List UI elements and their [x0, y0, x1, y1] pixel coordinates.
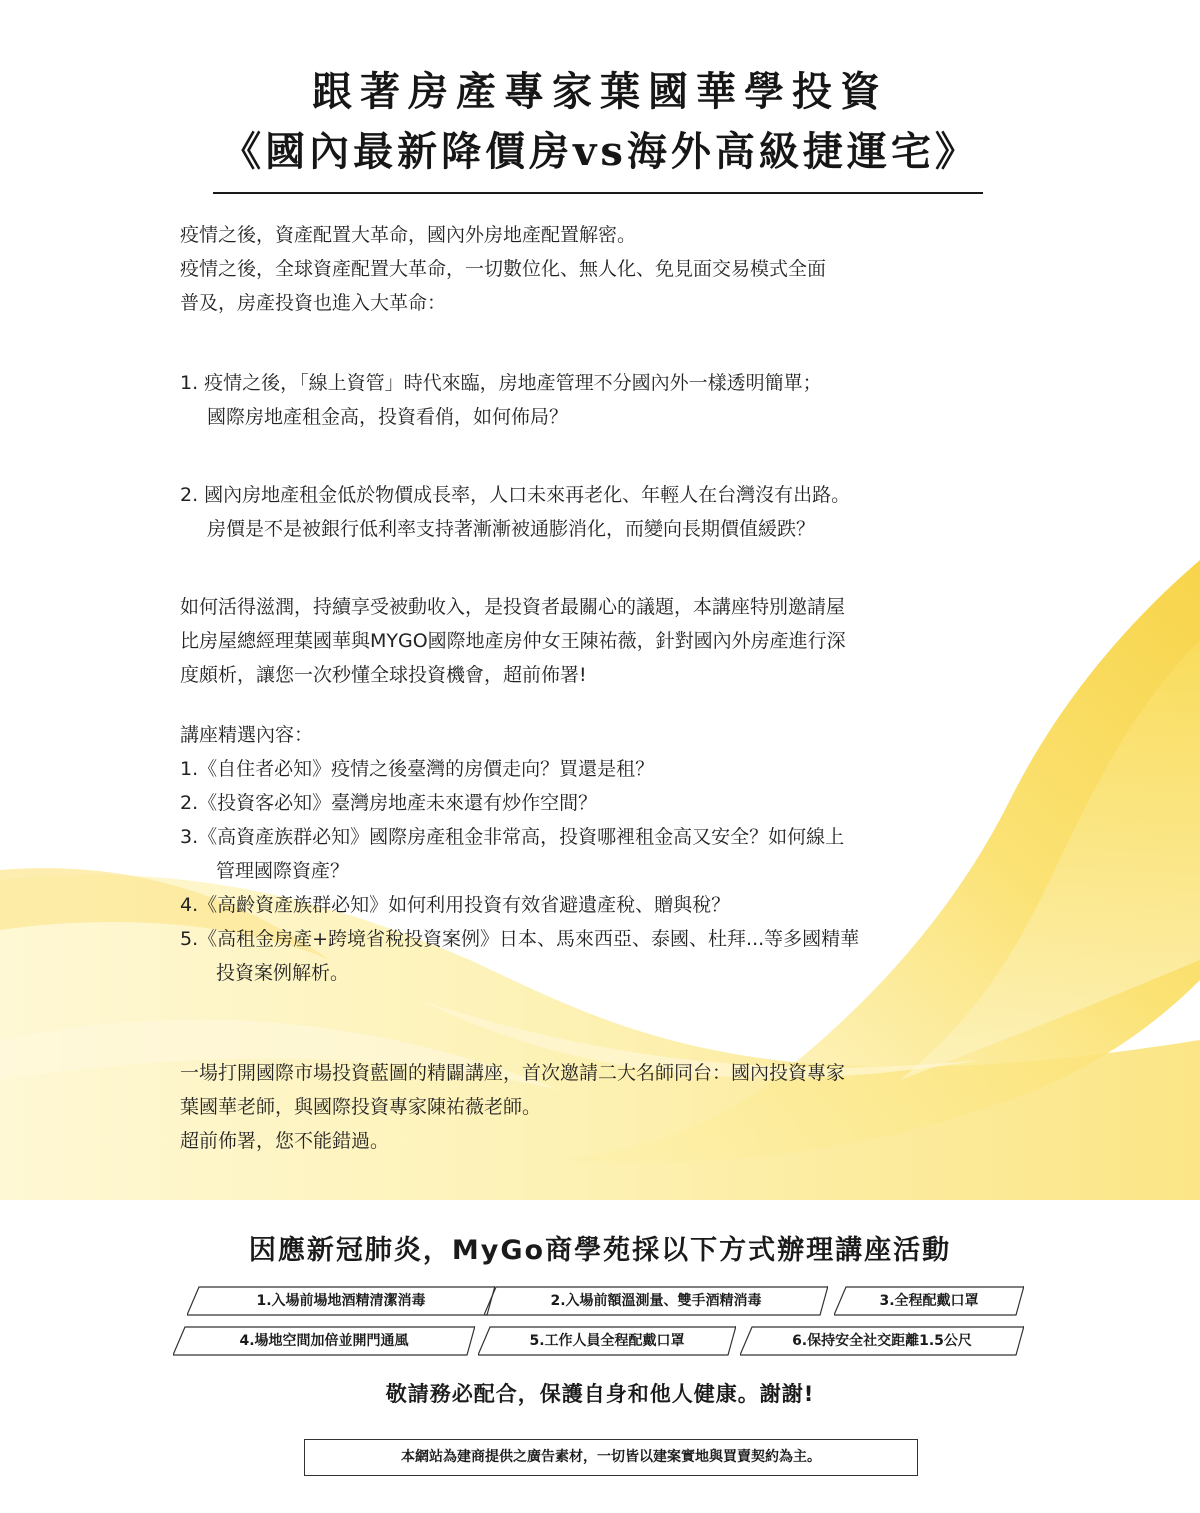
measure-tag — [484, 1286, 828, 1316]
point-line: 1. 疫情之後，「線上資管」時代來臨，房地產管理不分國內外一樣透明簡單； — [180, 372, 822, 394]
measure-tag — [478, 1326, 736, 1356]
page-title: 跟著房產專家葉國華學投資 — [312, 68, 888, 115]
point-2 — [180, 478, 1080, 546]
invite-paragraph — [180, 590, 1080, 692]
title-divider — [213, 192, 983, 194]
point-line: 房價是不是被銀行低利率支持著漸漸被通膨消化，而變向長期價值緩跌？ — [207, 518, 816, 540]
intro-line: 普及，房產投資也進入大革命： — [180, 292, 447, 314]
closing-line: 葉國華老師，與國際投資專家陳祐薇老師。 — [180, 1096, 542, 1118]
point-1 — [180, 366, 1080, 434]
point-line: 國際房地產租金高，投資看俏，如何佈局？ — [207, 406, 569, 428]
measure-tag — [173, 1326, 475, 1356]
invite-line: 如何活得滋潤，持續享受被動收入，是投資者最關心的議題，本講座特別邀請屋 — [180, 596, 846, 618]
closing-line: 一場打開國際市場投資藍圖的精闢講座，首次邀請二大名師同台：國內投資專家 — [180, 1062, 846, 1084]
closing-paragraph — [180, 1056, 1080, 1158]
covid-measures-title: 因應新冠肺炎，MyGo商學苑採以下方式辦理講座活動 — [248, 1235, 952, 1266]
curriculum-item: 5.《高租金房產+跨境省稅投資案例》日本、馬來西亞、泰國、杜拜...等多國精華 — [180, 928, 860, 950]
intro-line: 疫情之後，資產配置大革命，國內外房地產配置解密。 — [180, 224, 637, 246]
measure-tag — [187, 1286, 495, 1316]
curriculum-item-continued: 投資案例解析。 — [216, 962, 350, 984]
curriculum-item: 4.《高齡資產族群必知》如何利用投資有效省避遺產稅、贈與稅？ — [180, 894, 731, 916]
point-line: 2. 國內房地產租金低於物價成長率，人口未來再老化、年輕人在台灣沒有出路。 — [180, 484, 851, 506]
invite-line: 度頗析，讓您一次秒懂全球投資機會，超前佈署! — [180, 664, 587, 686]
curriculum-item: 3.《高資產族群必知》國際房產租金非常高，投資哪裡租金高又安全？如何線上 — [180, 826, 845, 848]
measure-label: 6.保持安全社交距離1.5公尺 — [792, 1333, 972, 1349]
intro-paragraph — [180, 218, 1080, 320]
measure-label: 4.場地空間加倍並開門通風 — [239, 1333, 409, 1349]
disclaimer-box: 本網站為建商提供之廣告素材，一切皆以建案實地與買賣契約為主。 — [304, 1439, 918, 1476]
intro-line: 疫情之後，全球資產配置大革命，一切數位化、無人化、免見面交易模式全面 — [180, 258, 827, 280]
page-subtitle: 《國內最新降價房vs海外高級捷運宅》 — [221, 128, 979, 175]
curriculum-item: 1.《自住者必知》疫情之後臺灣的房價走向？買還是租？ — [180, 758, 655, 780]
measure-label: 3.全程配戴口罩 — [879, 1293, 979, 1309]
cooperate-message: 敬請務必配合，保護自身和他人健康。謝謝! — [385, 1382, 815, 1406]
closing-line: 超前佈署，您不能錯過。 — [180, 1130, 390, 1152]
curriculum-item: 2.《投資客必知》臺灣房地產未來還有炒作空間？ — [180, 792, 598, 814]
measure-label: 1.入場前場地酒精清潔消毒 — [256, 1293, 426, 1309]
measure-tag — [834, 1286, 1024, 1316]
measure-label: 2.入場前額溫測量、雙手酒精消毒 — [550, 1293, 762, 1309]
invite-line: 比房屋總經理葉國華與MYGO國際地產房仲女王陳祐薇，針對國內外房產進行深 — [180, 630, 846, 652]
curriculum-section — [180, 718, 1080, 990]
curriculum-item-continued: 管理國際資產？ — [216, 860, 350, 882]
measure-tag — [740, 1326, 1024, 1356]
title-block — [0, 62, 1200, 182]
measure-label: 5.工作人員全程配戴口罩 — [529, 1333, 685, 1349]
curriculum-heading: 講座精選內容： — [180, 724, 314, 746]
